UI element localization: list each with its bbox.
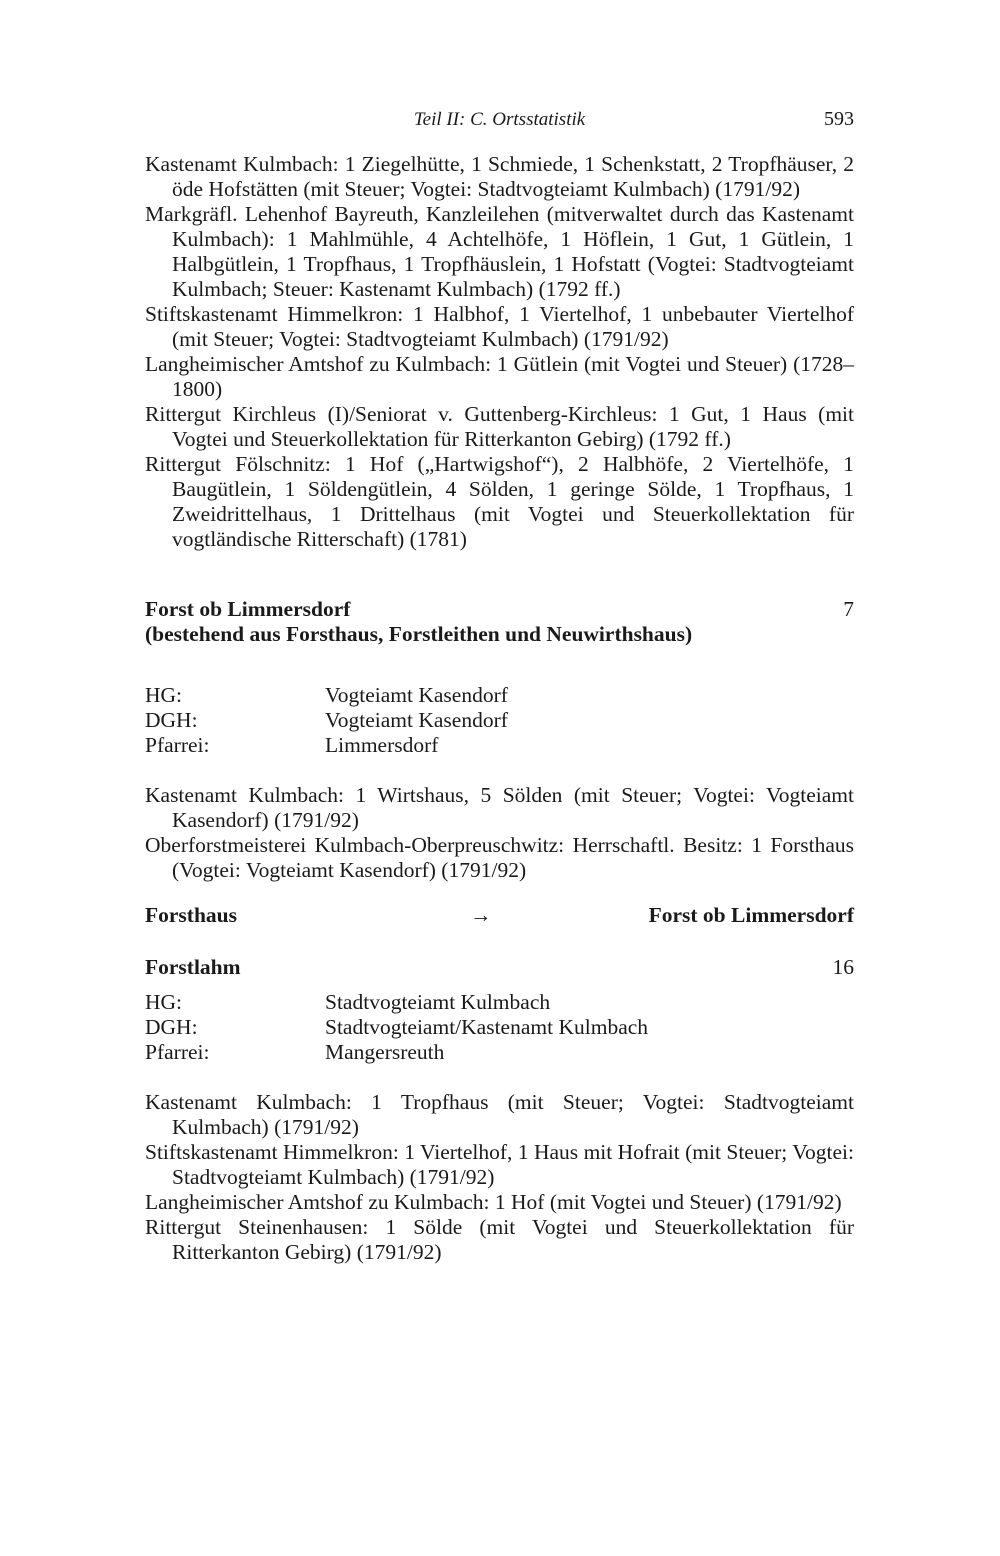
- entry-kastenamt-kulmbach: Kastenamt Kulmbach: 1 Wirtshaus, 5 Sölden (mit Steuer; Vogtei: Vogteiamt Kasendorf) (1791/92): [145, 783, 854, 832]
- entry-rittergut-kirchleus: Rittergut Kirchleus (I)/Seniorat v. Guttenberg-Kirchleus: 1 Gut, 1 Haus (mit Vogtei und Steuerkollektation für Ritterkanton Gebirg) (1792 ff.): [145, 402, 854, 451]
- info-value: Stadtvogteiamt Kulmbach: [325, 990, 551, 1014]
- info-key: Pfarrei:: [145, 1040, 210, 1064]
- info-row: [145, 990, 854, 1015]
- place-count: 16: [832, 955, 854, 979]
- ref-name: Forsthaus: [145, 903, 237, 927]
- entry-kastenamt-kulmbach: Kastenamt Kulmbach: 1 Tropfhaus (mit Steuer; Vogtei: Stadtvogteiamt Kulmbach) (1791/92): [145, 1090, 854, 1139]
- entry-lehenhof-bayreuth: Markgräfl. Lehenhof Bayreuth, Kanzleilehen (mitverwaltet durch das Kastenamt Kulmbach): 1 Mahlmühle, 4 Achtelhöfe, 1 Höflein, 1 Gut, 1 Gütlein, 1 Halbgütlein, 1 Tropfhaus, 1 Tropfhäuslein, 1 Hofstatt (Vogtei: Stadtvogteiamt Kulmbach; Steuer: Kastenamt Kulmbach) (1792 ff.): [145, 202, 854, 301]
- info-key: DGH:: [145, 708, 198, 732]
- place-heading-forst-ob-limmersdorf: [145, 597, 854, 622]
- page-number: 593: [824, 108, 854, 130]
- info-value: Stadtvogteiamt/Kastenamt Kulmbach: [325, 1015, 649, 1039]
- place-title: Forst ob Limmersdorf: [145, 597, 351, 621]
- info-table-forstlahm: [145, 990, 854, 1065]
- running-title: Teil II: C. Ortsstatistik: [413, 109, 586, 130]
- entry-oberforstmeisterei: Oberforstmeisterei Kulmbach-Oberpreuschwitz: Herrschaftl. Besitz: 1 Forsthaus (Vogtei: Vogteiamt Kasendorf) (1791/92): [145, 833, 854, 882]
- entry-rittergut-foelschnitz: Rittergut Fölschnitz: 1 Hof („Hartwigshof“), 2 Halbhöfe, 2 Viertelhöfe, 1 Baugütlein, 1 Söldengütlein, 4 Sölden, 1 geringe Sölde, 1 Tropfhaus, 1 Zweidrittelhaus, 1 Drittelhaus (mit Vogtei und Steuerkollektation für vogtländische Ritterschaft) (1781): [145, 452, 854, 551]
- entry-langheimischer-amtshof: Langheimischer Amtshof zu Kulmbach: 1 Hof (mit Vogtei und Steuer) (1791/92): [145, 1190, 842, 1214]
- entries-forst-ob-limmersdorf: [145, 783, 854, 883]
- place-subtitle: (bestehend aus Forsthaus, Forstleithen und Neuwirthshaus): [145, 622, 693, 646]
- ref-target: Forst ob Limmersdorf: [648, 903, 854, 927]
- entry-rittergut-steinenhausen: Rittergut Steinenhausen: 1 Sölde (mit Vogtei und Steuerkollektation für Ritterkanton Gebirg) (1791/92): [145, 1215, 854, 1264]
- entry-stiftskastenamt-himmelkron: Stiftskastenamt Himmelkron: 1 Viertelhof, 1 Haus mit Hofrait (mit Steuer; Vogtei: Stadtvogteiamt Kulmbach) (1791/92): [145, 1140, 854, 1189]
- place-title: Forstlahm: [145, 955, 241, 979]
- info-row: [145, 733, 854, 758]
- place-count: 7: [843, 597, 854, 621]
- place-subtitle-row: [145, 622, 854, 647]
- entry-langheimischer-amtshof: Langheimischer Amtshof zu Kulmbach: 1 Gütlein (mit Vogtei und Steuer) (1728–1800): [145, 352, 854, 401]
- entry-stiftskastenamt-himmelkron: Stiftskastenamt Himmelkron: 1 Halbhof, 1 Viertelhof, 1 unbebauter Viertelhof (mit Steuer; Vogtei: Stadtvogteiamt Kulmbach) (1791/92): [145, 302, 854, 351]
- arrow-right-icon: →: [470, 903, 492, 927]
- place-heading-forstlahm: [145, 955, 854, 980]
- info-row: [145, 1015, 854, 1040]
- info-row: [145, 708, 854, 733]
- entry-kastenamt-kulmbach: Kastenamt Kulmbach: 1 Ziegelhütte, 1 Schmiede, 1 Schenkstatt, 2 Tropfhäuser, 2 öde Hofstätten (mit Steuer; Vogtei: Stadtvogteiamt Kulmbach) (1791/92): [145, 152, 854, 201]
- info-key: Pfarrei:: [145, 733, 210, 757]
- info-value: Vogteiamt Kasendorf: [325, 683, 508, 707]
- info-row: [145, 1040, 854, 1065]
- info-value: Vogteiamt Kasendorf: [325, 708, 508, 732]
- info-value: Limmersdorf: [325, 733, 439, 757]
- entries-block-1: [145, 152, 854, 552]
- entries-forstlahm: [145, 1090, 854, 1265]
- running-header: [145, 107, 854, 135]
- info-key: HG:: [145, 683, 183, 707]
- info-key: DGH:: [145, 1015, 198, 1039]
- info-value: Mangersreuth: [325, 1040, 445, 1064]
- info-table-forst-ob-limmersdorf: [145, 683, 854, 758]
- info-key: HG:: [145, 990, 183, 1014]
- cross-reference-forsthaus: [145, 903, 854, 928]
- info-row: [145, 683, 854, 708]
